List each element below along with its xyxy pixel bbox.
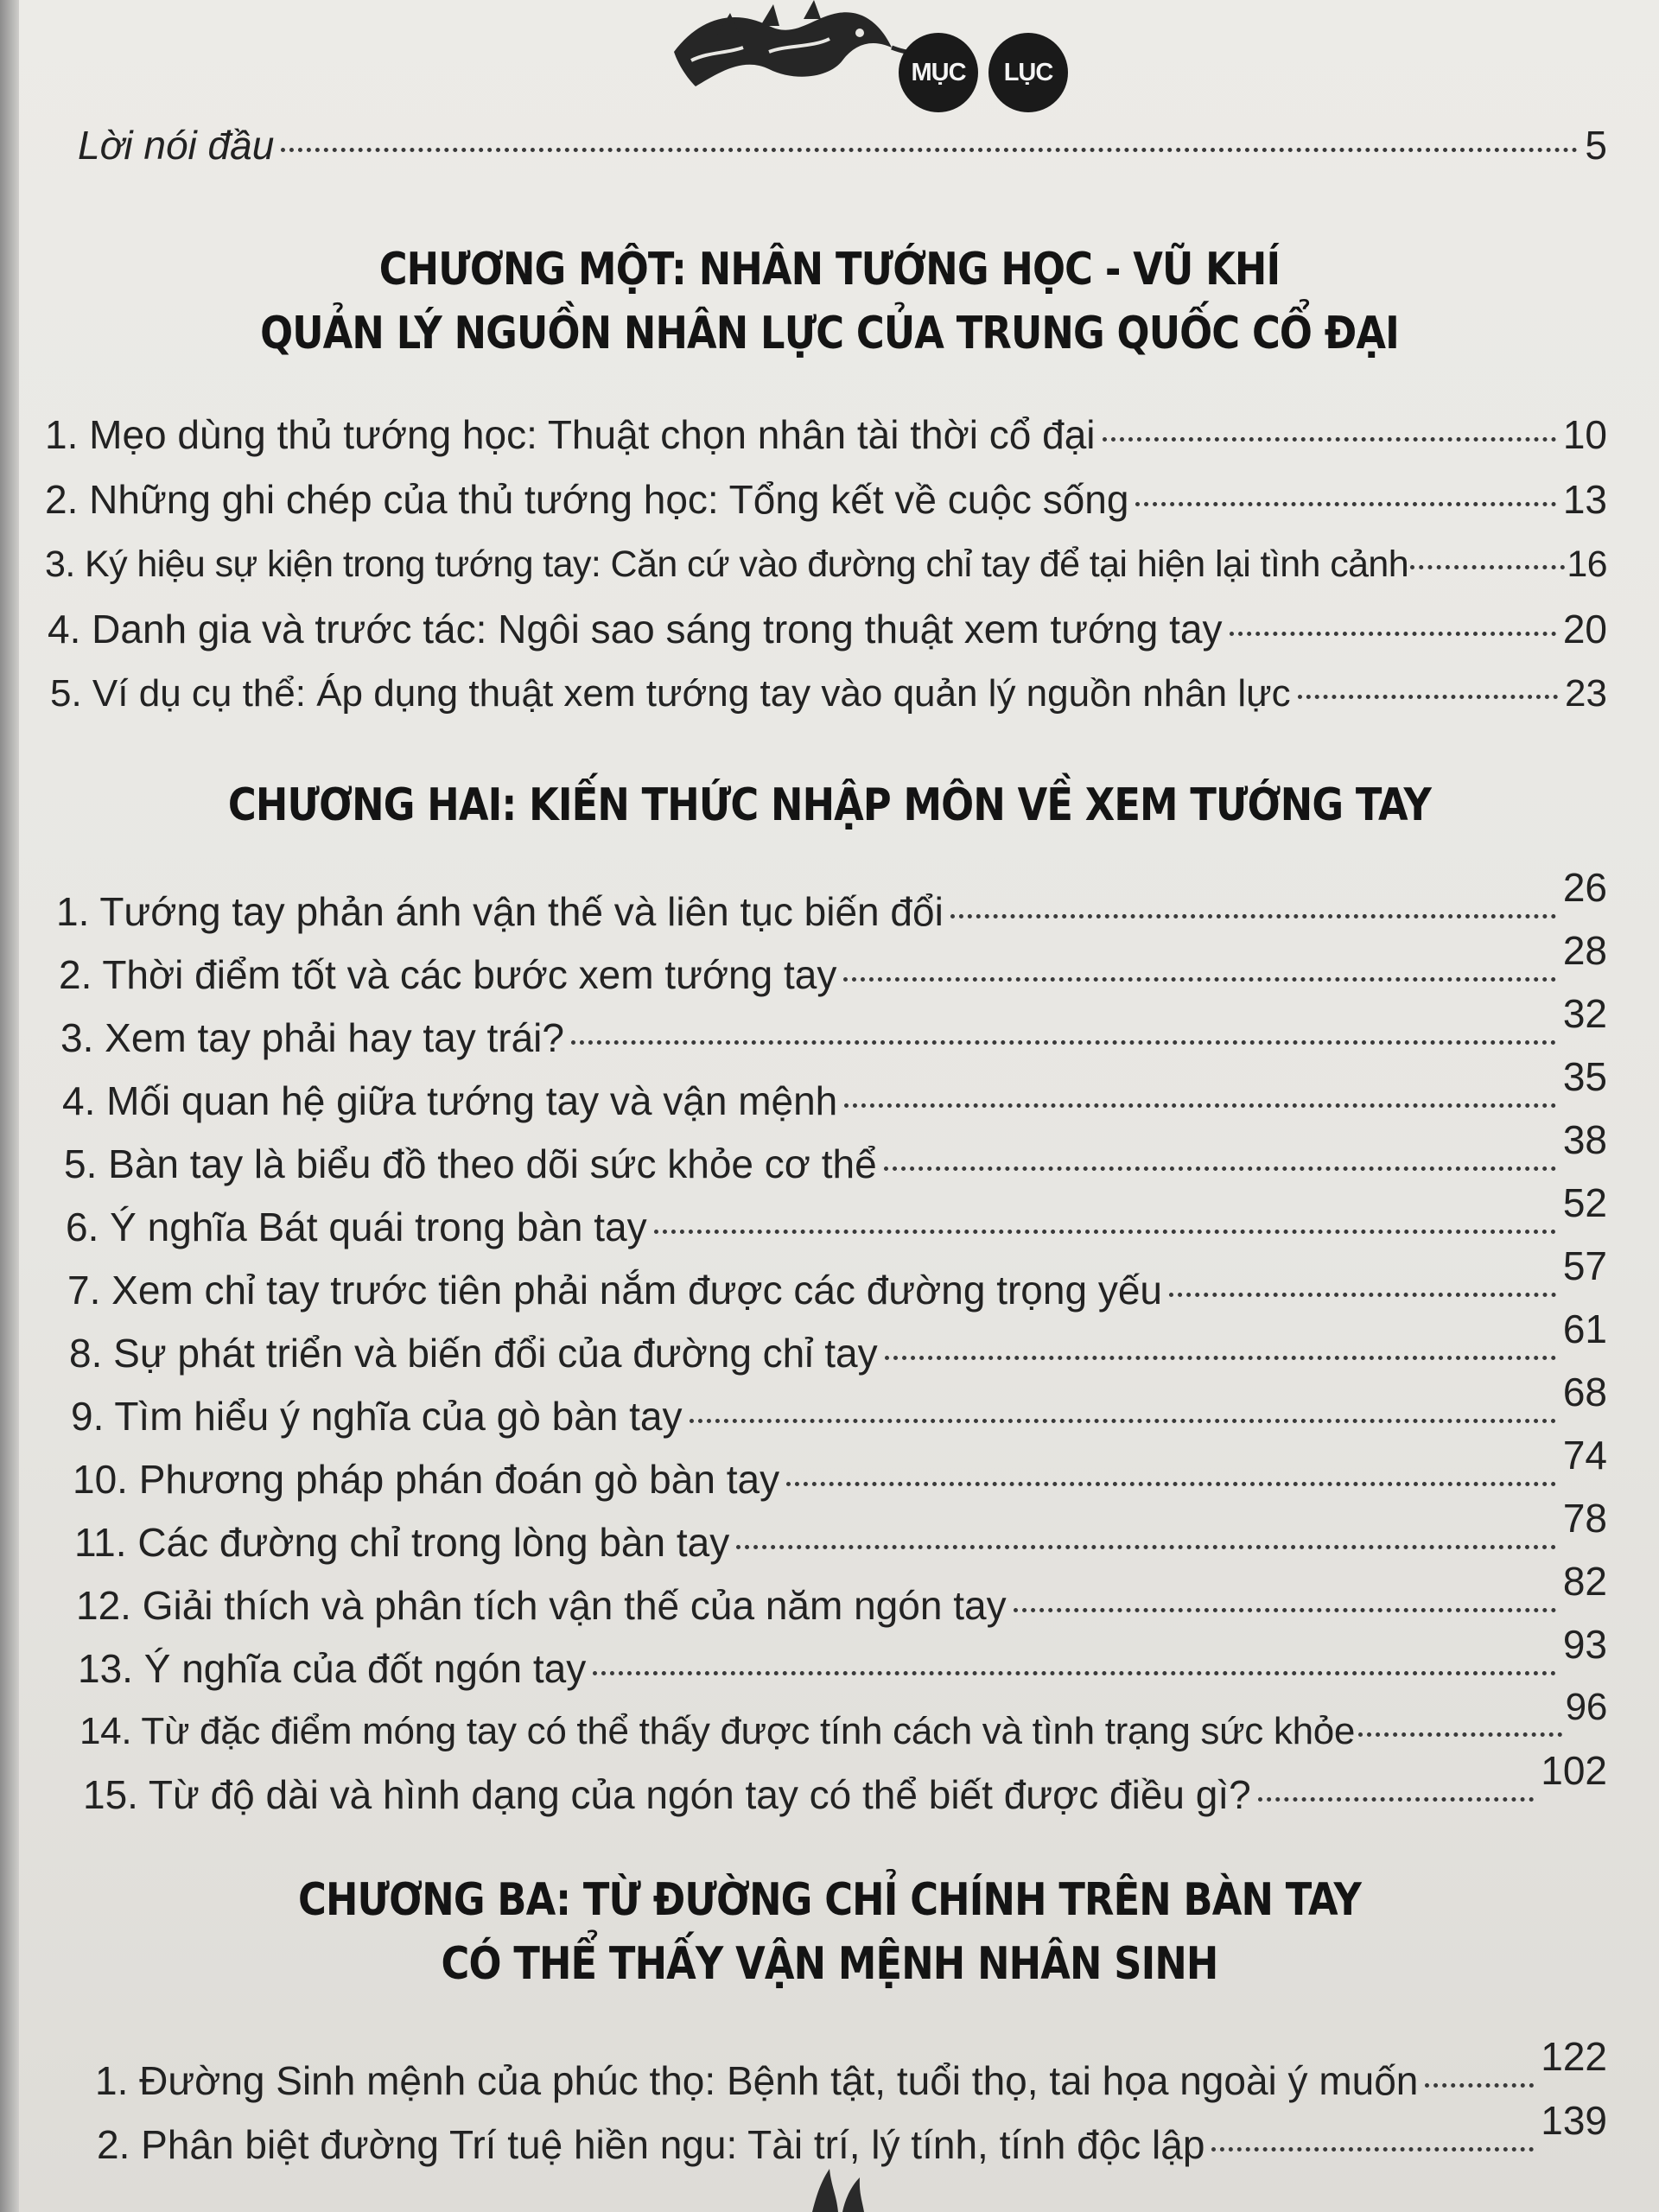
toc-entry-row[interactable] <box>64 1117 1607 1190</box>
toc-page-number: 16 <box>1567 543 1607 585</box>
dot-leader <box>281 148 1578 152</box>
toc-entry-label: 11. Các đường chỉ trong lòng bàn tay <box>74 1520 730 1565</box>
dot-leader <box>884 1166 1556 1171</box>
dot-leader <box>1358 1732 1562 1737</box>
toc-entry-label: 2. Thời điểm tốt và các bước xem tướng tay <box>59 952 837 997</box>
toc-entry-label: 3. Ký hiệu sự kiện trong tướng tay: Căn cứ vào đường chỉ tay để tại hiện lại tình cảnh <box>45 543 1409 585</box>
dot-leader <box>844 1103 1556 1108</box>
luc-badge: LỤC <box>988 33 1068 112</box>
toc-entry-row[interactable] <box>95 2034 1607 2107</box>
toc-entry-row[interactable] <box>69 1306 1607 1379</box>
toc-entry-label: 8. Sự phát triển và biến đổi của đường chỉ tay <box>69 1331 878 1376</box>
dot-leader <box>950 914 1556 918</box>
dot-leader <box>1103 437 1556 442</box>
toc-entry-row[interactable] <box>60 991 1607 1064</box>
toc-entry-label: 13. Ý nghĩa của đốt ngón tay <box>78 1646 587 1691</box>
toc-entry-label: 3. Xem tay phải hay tay trái? <box>60 1015 564 1060</box>
toc-page-number: 102 <box>1541 1748 1607 1793</box>
dot-leader <box>1425 2083 1534 2088</box>
dot-leader <box>1298 695 1558 699</box>
toc-entry-label: 15. Từ độ dài và hình dạng của ngón tay có thể biết được điều gì? <box>83 1772 1251 1817</box>
dot-leader <box>654 1230 1556 1234</box>
toc-entry-row[interactable] <box>66 1180 1607 1253</box>
chapter-title <box>116 773 1542 837</box>
toc-entry-label: Lời nói đầu <box>78 123 275 168</box>
chapter-title-line: CHƯƠNG BA: TỪ ĐƯỜNG CHỈ CHÍNH TRÊN BÀN TAY <box>298 1874 1361 1926</box>
toc-entry-label: 4. Danh gia và trước tác: Ngôi sao sáng trong thuật xem tướng tay <box>48 607 1223 652</box>
toc-page-number: 23 <box>1565 672 1607 715</box>
toc-entry-label: 2. Phân biệt đường Trí tuệ hiền ngu: Tài trí, lý tính, tính độc lập <box>97 2122 1205 2167</box>
toc-page-number: 38 <box>1562 1117 1607 1162</box>
toc-page-number: 122 <box>1541 2034 1607 2079</box>
toc-entry-row[interactable] <box>74 1496 1607 1568</box>
dragon-ornament-icon <box>665 0 925 104</box>
chapter-title-line: CHƯƠNG HAI: KIẾN THỨC NHẬP MÔN VỀ XEM TƯỚNG TAY <box>227 779 1432 831</box>
toc-page-number: 57 <box>1562 1243 1607 1288</box>
toc-page-number: 93 <box>1562 1622 1607 1667</box>
toc-page-number: 74 <box>1562 1433 1607 1478</box>
chapter-title <box>116 1868 1542 1996</box>
muc-badge: MỤC <box>899 33 978 112</box>
toc-page-number: 96 <box>1565 1686 1607 1728</box>
toc-entry-row[interactable] <box>59 928 1607 1001</box>
dot-leader <box>843 977 1555 982</box>
toc-entry-label: 14. Từ đặc điểm móng tay có thể thấy được tính cách và tình trạng sức khỏe <box>79 1710 1356 1752</box>
toc-intro-row[interactable] <box>78 119 1607 171</box>
toc-entry-row[interactable] <box>48 603 1607 655</box>
toc-entry-label: 1. Mẹo dùng thủ tướng học: Thuật chọn nhân tài thời cổ đại <box>45 412 1096 457</box>
toc-entry-row[interactable] <box>71 1370 1607 1442</box>
toc-page-number: 52 <box>1562 1180 1607 1225</box>
chapter-title-line: CHƯƠNG MỘT: NHÂN TƯỚNG HỌC - VŨ KHÍ <box>378 244 1281 296</box>
dot-leader <box>690 1419 1556 1423</box>
dot-leader <box>1169 1293 1556 1297</box>
toc-page-number: 32 <box>1562 991 1607 1036</box>
dot-leader <box>1211 2147 1534 2152</box>
flame-ornament-icon <box>769 2160 907 2212</box>
toc-entry-row[interactable] <box>76 1559 1607 1631</box>
toc-page-number: 78 <box>1562 1496 1607 1541</box>
toc-entry-row[interactable] <box>50 668 1607 720</box>
toc-entry-row[interactable] <box>62 1054 1607 1127</box>
dot-leader <box>1230 632 1556 636</box>
chapter-title <box>116 238 1542 365</box>
toc-entry-label: 1. Tướng tay phản ánh vận thế và liên tục biến đổi <box>56 889 944 934</box>
toc-entry-row[interactable] <box>78 1622 1607 1694</box>
toc-entry-label: 7. Xem chỉ tay trước tiên phải nắm được các đường trọng yếu <box>67 1268 1162 1313</box>
dot-leader <box>736 1545 1556 1549</box>
toc-entry-label: 2. Những ghi chép của thủ tướng học: Tổng kết về cuộc sống <box>45 477 1129 522</box>
dot-leader <box>1014 1608 1556 1612</box>
toc-entry-label: 4. Mối quan hệ giữa tướng tay và vận mệnh <box>62 1078 838 1123</box>
dot-leader <box>571 1040 1556 1045</box>
toc-page-number: 28 <box>1562 928 1607 973</box>
toc-page-number: 13 <box>1562 477 1607 522</box>
toc-entry-label: 10. Phương pháp phán đoán gò bàn tay <box>73 1457 780 1502</box>
toc-page-number: 82 <box>1562 1559 1607 1604</box>
toc-entry-row[interactable] <box>45 409 1607 461</box>
toc-entry-row[interactable] <box>67 1243 1607 1316</box>
toc-entry-row[interactable] <box>56 865 1607 938</box>
toc-page-number: 20 <box>1562 607 1607 652</box>
toc-page-number: 5 <box>1585 123 1607 168</box>
toc-page-number: 26 <box>1562 865 1607 910</box>
toc-page-number: 61 <box>1562 1306 1607 1351</box>
toc-entry-label: 5. Ví dụ cụ thể: Áp dụng thuật xem tướng tay vào quản lý nguồn nhân lực <box>50 672 1291 715</box>
toc-entry-label: 12. Giải thích và phân tích vận thế của năm ngón tay <box>76 1583 1007 1628</box>
toc-page-number: 10 <box>1562 412 1607 457</box>
spine-shadow <box>0 0 19 2212</box>
toc-page-number: 68 <box>1562 1370 1607 1414</box>
dot-leader <box>1410 565 1565 569</box>
toc-entry-label: 9. Tìm hiểu ý nghĩa của gò bàn tay <box>71 1394 683 1439</box>
toc-page-number: 35 <box>1562 1054 1607 1099</box>
dot-leader <box>1258 1797 1535 1802</box>
toc-entry-label: 6. Ý nghĩa Bát quái trong bàn tay <box>66 1205 647 1249</box>
dot-leader <box>1135 502 1555 506</box>
toc-entry-row[interactable] <box>73 1433 1607 1505</box>
toc-page-number: 139 <box>1541 2098 1607 2143</box>
dot-leader <box>786 1482 1556 1486</box>
chapter-title-line: QUẢN LÝ NGUỒN NHÂN LỰC CỦA TRUNG QUỐC CỔ ĐẠI <box>260 308 1399 359</box>
toc-entry-row[interactable] <box>45 538 1607 590</box>
dot-leader <box>593 1671 1556 1675</box>
toc-entry-label: 5. Bàn tay là biểu đồ theo dõi sức khỏe cơ thể <box>64 1141 877 1186</box>
toc-entry-row[interactable] <box>45 474 1607 525</box>
toc-entry-label: 1. Đường Sinh mệnh của phúc thọ: Bệnh tật, tuổi thọ, tai họa ngoài ý muốn <box>95 2058 1419 2103</box>
toc-entry-row[interactable] <box>79 1686 1607 1758</box>
chapter-title-line: CÓ THỂ THẤY VẬN MỆNH NHÂN SINH <box>441 1938 1218 1990</box>
toc-entry-row[interactable] <box>83 1748 1607 1821</box>
dot-leader <box>885 1356 1556 1360</box>
